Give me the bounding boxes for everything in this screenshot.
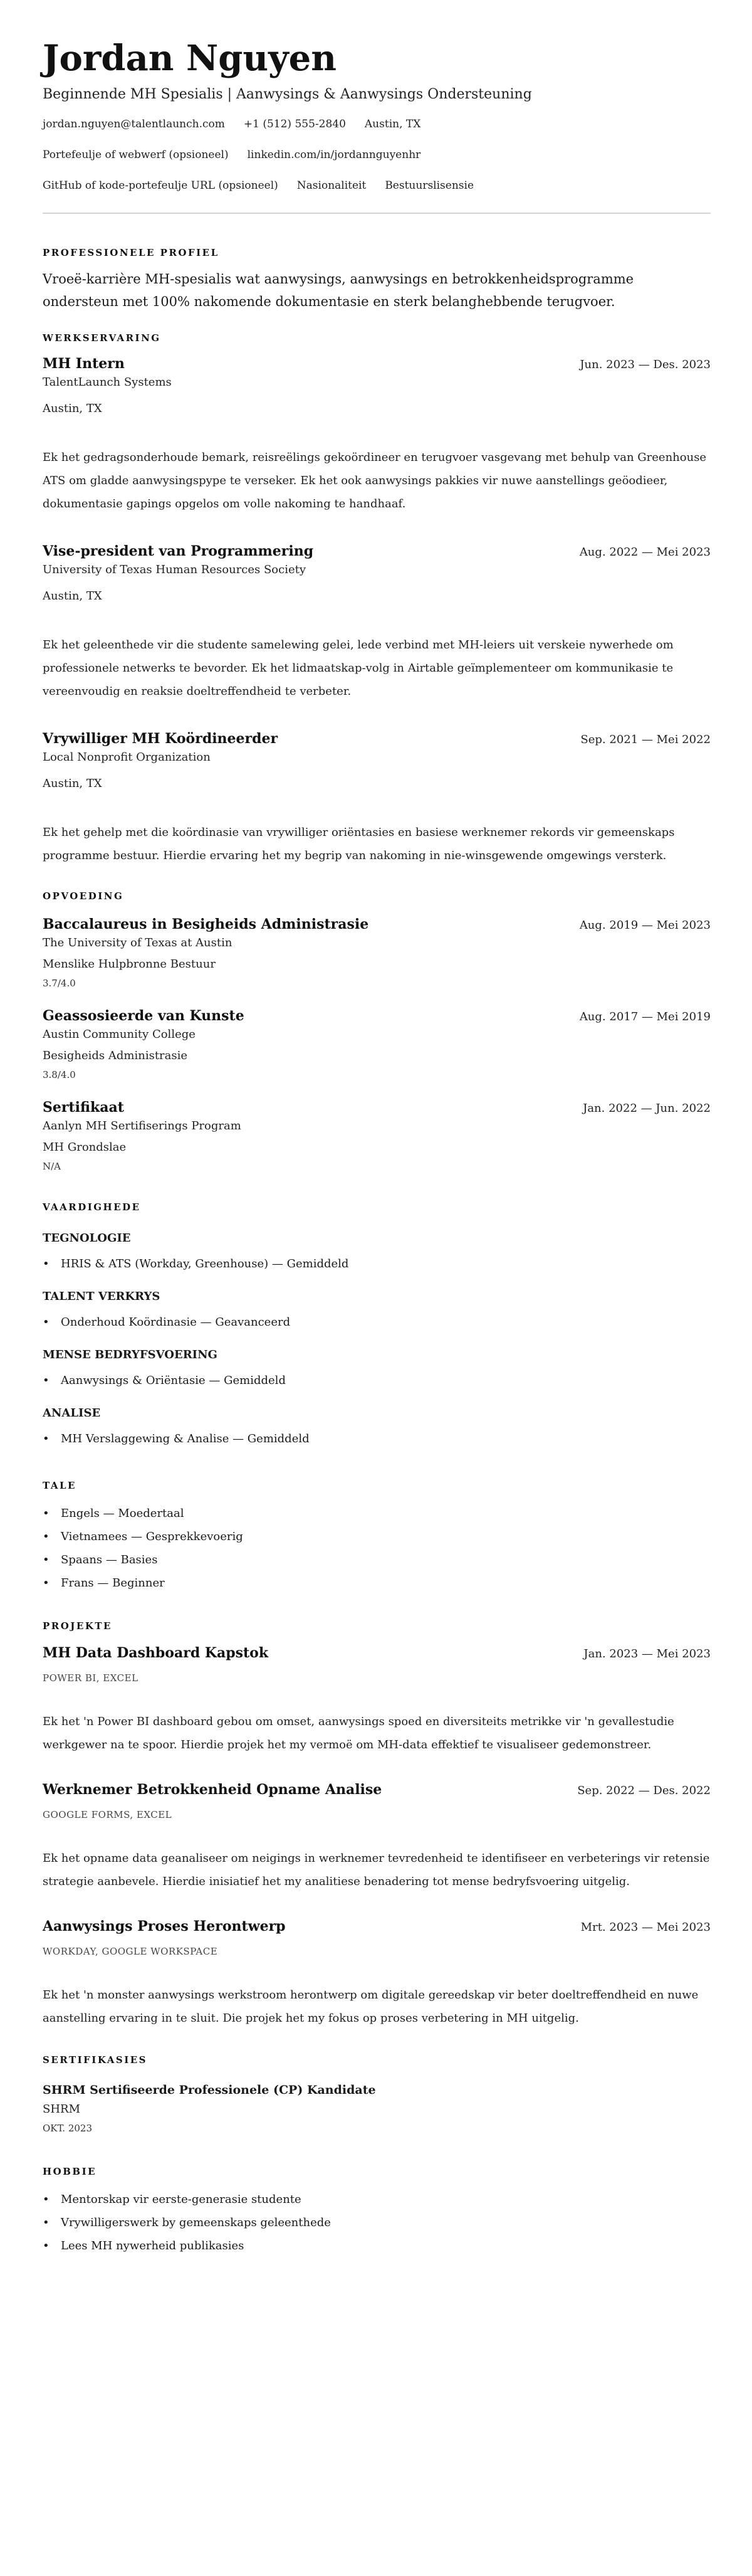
school-name: Austin Community College — [43, 1028, 196, 1041]
project-title: MH Data Dashboard Kapstok — [43, 1645, 269, 1661]
school-name: The University of Texas at Austin — [43, 936, 232, 949]
date-range: Aug. 2017 — Mei 2019 — [579, 1010, 711, 1023]
date-range: Jun. 2023 — Des. 2023 — [580, 358, 711, 371]
contact-row — [43, 117, 711, 147]
skill-list — [43, 1311, 711, 1334]
skill-category: TALENT VERKRYS — [43, 1290, 160, 1303]
school-name: Aanlyn MH Sertifiserings Program — [43, 1119, 241, 1132]
skill-item: • Onderhoud Koördinasie — Geavanceerd — [43, 1311, 711, 1334]
entry-header — [43, 731, 711, 747]
entry-header — [43, 1099, 711, 1116]
project-entry — [43, 1645, 711, 1756]
location: Austin, TX — [364, 118, 421, 130]
job-title: Vrywilliger MH Koördineerder — [43, 731, 278, 747]
section-heading: SERTIFIKASIES — [43, 2054, 147, 2066]
skill-list — [43, 1427, 711, 1450]
certification-title: SHRM Sertifiseerde Professionele (CP) Kandidate — [43, 2083, 376, 2097]
job-description: Ek het geleenthede vir die studente samelewing gelei, lede verbind met MH-leiers uit verskeie nywerhede om professionele netwerks te bevorder. Ek het lidmaatskap-volg in Airtable geïmplementeer om kommunikasie te vereenvoudig en reaksie doeltreffendheid te verbeter. — [43, 638, 674, 698]
entry-header — [43, 1645, 711, 1661]
entry-header — [43, 1008, 711, 1024]
language-item: • Frans — Beginner — [43, 1571, 711, 1595]
project-technologies: POWER BI, EXCEL — [43, 1672, 138, 1684]
education-entry — [43, 916, 711, 991]
entry-header — [43, 916, 711, 932]
language-item: • Vietnamees — Gesprekkevoerig — [43, 1525, 711, 1548]
date-range: Aug. 2019 — Mei 2023 — [579, 919, 711, 932]
date-range: Mrt. 2023 — Mei 2023 — [580, 1921, 711, 1934]
language-item: • Engels — Moedertaal — [43, 1502, 711, 1525]
header-divider — [43, 213, 711, 214]
languages-section — [43, 1479, 711, 1595]
date-range: Jan. 2023 — Mei 2023 — [583, 1647, 711, 1660]
email-link[interactable]: jordan.nguyen@talentlaunch.com — [43, 118, 225, 130]
date-range: Sep. 2022 — Des. 2022 — [577, 1784, 711, 1797]
section-heading: TALE — [43, 1480, 76, 1491]
job-location: Austin, TX — [43, 589, 102, 603]
entry-header — [43, 543, 711, 559]
project-description: Ek het 'n Power BI dashboard gebou om omset, aanwysings spoed en diversiteits metrikke vir 'n gevallestudie werkgewer na te spoor. Hierdie projek het my vermoë om MH-data effektief te visualiseer gedemonstreer. — [43, 1715, 674, 1751]
resume-header — [43, 36, 711, 214]
skill-list — [43, 1369, 711, 1392]
job-title: Vise-president van Programmering — [43, 543, 314, 559]
company-name: University of Texas Human Resources Society — [43, 563, 306, 576]
section-heading: HOBBIE — [43, 2166, 97, 2177]
degree-title: Baccalaureus in Besigheids Administrasie — [43, 916, 369, 932]
skills-section — [43, 1201, 711, 1450]
section-heading: PROFESSIONELE PROFIEL — [43, 247, 219, 258]
company-name: TalentLaunch Systems — [43, 376, 172, 389]
experience-entry — [43, 356, 711, 515]
hobbies-section — [43, 2165, 711, 2257]
skill-list — [43, 1252, 711, 1275]
job-location: Austin, TX — [43, 402, 102, 415]
field-of-study: MH Grondslae — [43, 1141, 127, 1154]
skill-item: • Aanwysings & Oriëntasie — Gemiddeld — [43, 1369, 711, 1392]
experience-entry — [43, 731, 711, 867]
contact-info — [43, 117, 711, 209]
education-entry — [43, 1099, 711, 1175]
hobby-item: • Mentorskap vir eerste-generasie studente — [43, 2188, 711, 2211]
certification-entry — [43, 2081, 711, 2136]
date-range: Aug. 2022 — Mei 2023 — [579, 546, 711, 559]
project-technologies: WORKDAY, GOOGLE WORKSPACE — [43, 1946, 218, 1957]
project-description: Ek het opname data geanaliseer om neigings in werknemer tevredenheid te identifiseer en verbeterings vir retensie strategie aanbevele. Hierdie inisiatief het my analitiese benadering tot mense bedryfsvoering uitgelig. — [43, 1852, 710, 1888]
entry-header — [43, 1918, 711, 1935]
github-link[interactable]: GitHub of kode-portefeulje URL (opsioneel) — [43, 179, 278, 192]
date-range: Sep. 2021 — Mei 2022 — [580, 733, 711, 746]
section-heading: WERKSERVARING — [43, 332, 161, 344]
language-item: • Spaans — Basies — [43, 1548, 711, 1571]
experience-section — [43, 332, 711, 867]
skill-item: • MH Verslaggewing & Analise — Gemiddeld — [43, 1427, 711, 1450]
candidate-headline: Beginnende MH Spesialis | Aanwysings & Aanwysings Ondersteuning — [43, 87, 532, 102]
project-entry — [43, 1918, 711, 2030]
job-location: Austin, TX — [43, 777, 102, 790]
company-name: Local Nonprofit Organization — [43, 751, 211, 764]
section-heading: PROJEKTE — [43, 1620, 112, 1632]
contact-row — [43, 178, 711, 209]
drivers-license: Bestuurslisensie — [385, 179, 474, 192]
grade: N/A — [43, 1161, 61, 1172]
projects-section — [43, 1620, 711, 2030]
skill-category: MENSE BEDRYFSVOERING — [43, 1348, 217, 1361]
phone: +1 (512) 555-2840 — [243, 118, 346, 130]
field-of-study: Besigheids Administrasie — [43, 1049, 188, 1062]
field-of-study: Menslike Hulpbronne Bestuur — [43, 958, 216, 971]
project-technologies: GOOGLE FORMS, EXCEL — [43, 1809, 172, 1820]
degree-title: Sertifikaat — [43, 1099, 124, 1116]
grade: 3.8/4.0 — [43, 1069, 76, 1080]
education-section — [43, 890, 711, 1175]
skill-item: • HRIS & ATS (Workday, Greenhouse) — Gemiddeld — [43, 1252, 711, 1275]
date-range: Jan. 2022 — Jun. 2022 — [583, 1102, 711, 1115]
nationality: Nasionaliteit — [296, 179, 367, 192]
project-title: Werknemer Betrokkenheid Opname Analise — [43, 1782, 382, 1798]
linkedin-link[interactable]: linkedin.com/in/jordannguyenhr — [247, 149, 421, 161]
job-title: MH Intern — [43, 356, 125, 372]
hobby-item: • Vrywilligerswerk by gemeenskaps geleenthede — [43, 2211, 711, 2234]
experience-entry — [43, 543, 711, 703]
section-heading: OPVOEDING — [43, 890, 124, 902]
degree-title: Geassosieerde van Kunste — [43, 1008, 244, 1024]
portfolio-link[interactable]: Portefeulje of webwerf (opsioneel) — [43, 149, 229, 161]
hobby-item: • Lees MH nywerheid publikasies — [43, 2234, 711, 2257]
section-heading: VAARDIGHEDE — [43, 1201, 141, 1213]
entry-header — [43, 356, 711, 372]
profile-summary: Vroeë-karrière MH-spesialis wat aanwysings, aanwysings en betrokkenheidsprogramme ondersteun met 100% nakomende dokumentasie en sterk belanghebbende terugvoer. — [43, 272, 634, 309]
candidate-name: Jordan Nguyen — [43, 38, 337, 79]
skill-category: TEGNOLOGIE — [43, 1232, 131, 1245]
certifications-section — [43, 2054, 711, 2136]
job-description: Ek het gehelp met die koördinasie van vrywilliger oriëntasies en basiese werknemer rekords vir gemeenskaps programme bestuur. Hierdie ervaring het my begrip van nakoming in nie-winsgewende omgewings versterk. — [43, 826, 675, 862]
certification-date: OKT. 2023 — [43, 2123, 93, 2134]
education-entry — [43, 1008, 711, 1083]
contact-row — [43, 147, 711, 178]
skill-category: ANALISE — [43, 1407, 101, 1420]
project-entry — [43, 1782, 711, 1893]
job-description: Ek het gedragsonderhoude bemark, reisreëlings gekoördineer en terugvoer vasgevang met behulp van Greenhouse ATS om gladde aanwysingspype te verseker. Ek het ook aanwysings pakkies vir nuwe aanstellings geöodieer, dokumentasie gapings opgelos om volle nakoming te handhaaf. — [43, 451, 707, 510]
project-title: Aanwysings Proses Herontwerp — [43, 1918, 286, 1935]
grade: 3.7/4.0 — [43, 978, 76, 989]
certification-issuer: SHRM — [43, 2103, 81, 2116]
project-description: Ek het 'n monster aanwysings werkstroom herontwerp om digitale gereedskap vir beter doeltreffendheid en nuwe aanstelling ervaring in te sluit. Die projek het my fokus op proses verbetering in MH uitgelig. — [43, 1988, 699, 2025]
profile-section — [43, 246, 711, 313]
entry-header — [43, 1782, 711, 1798]
